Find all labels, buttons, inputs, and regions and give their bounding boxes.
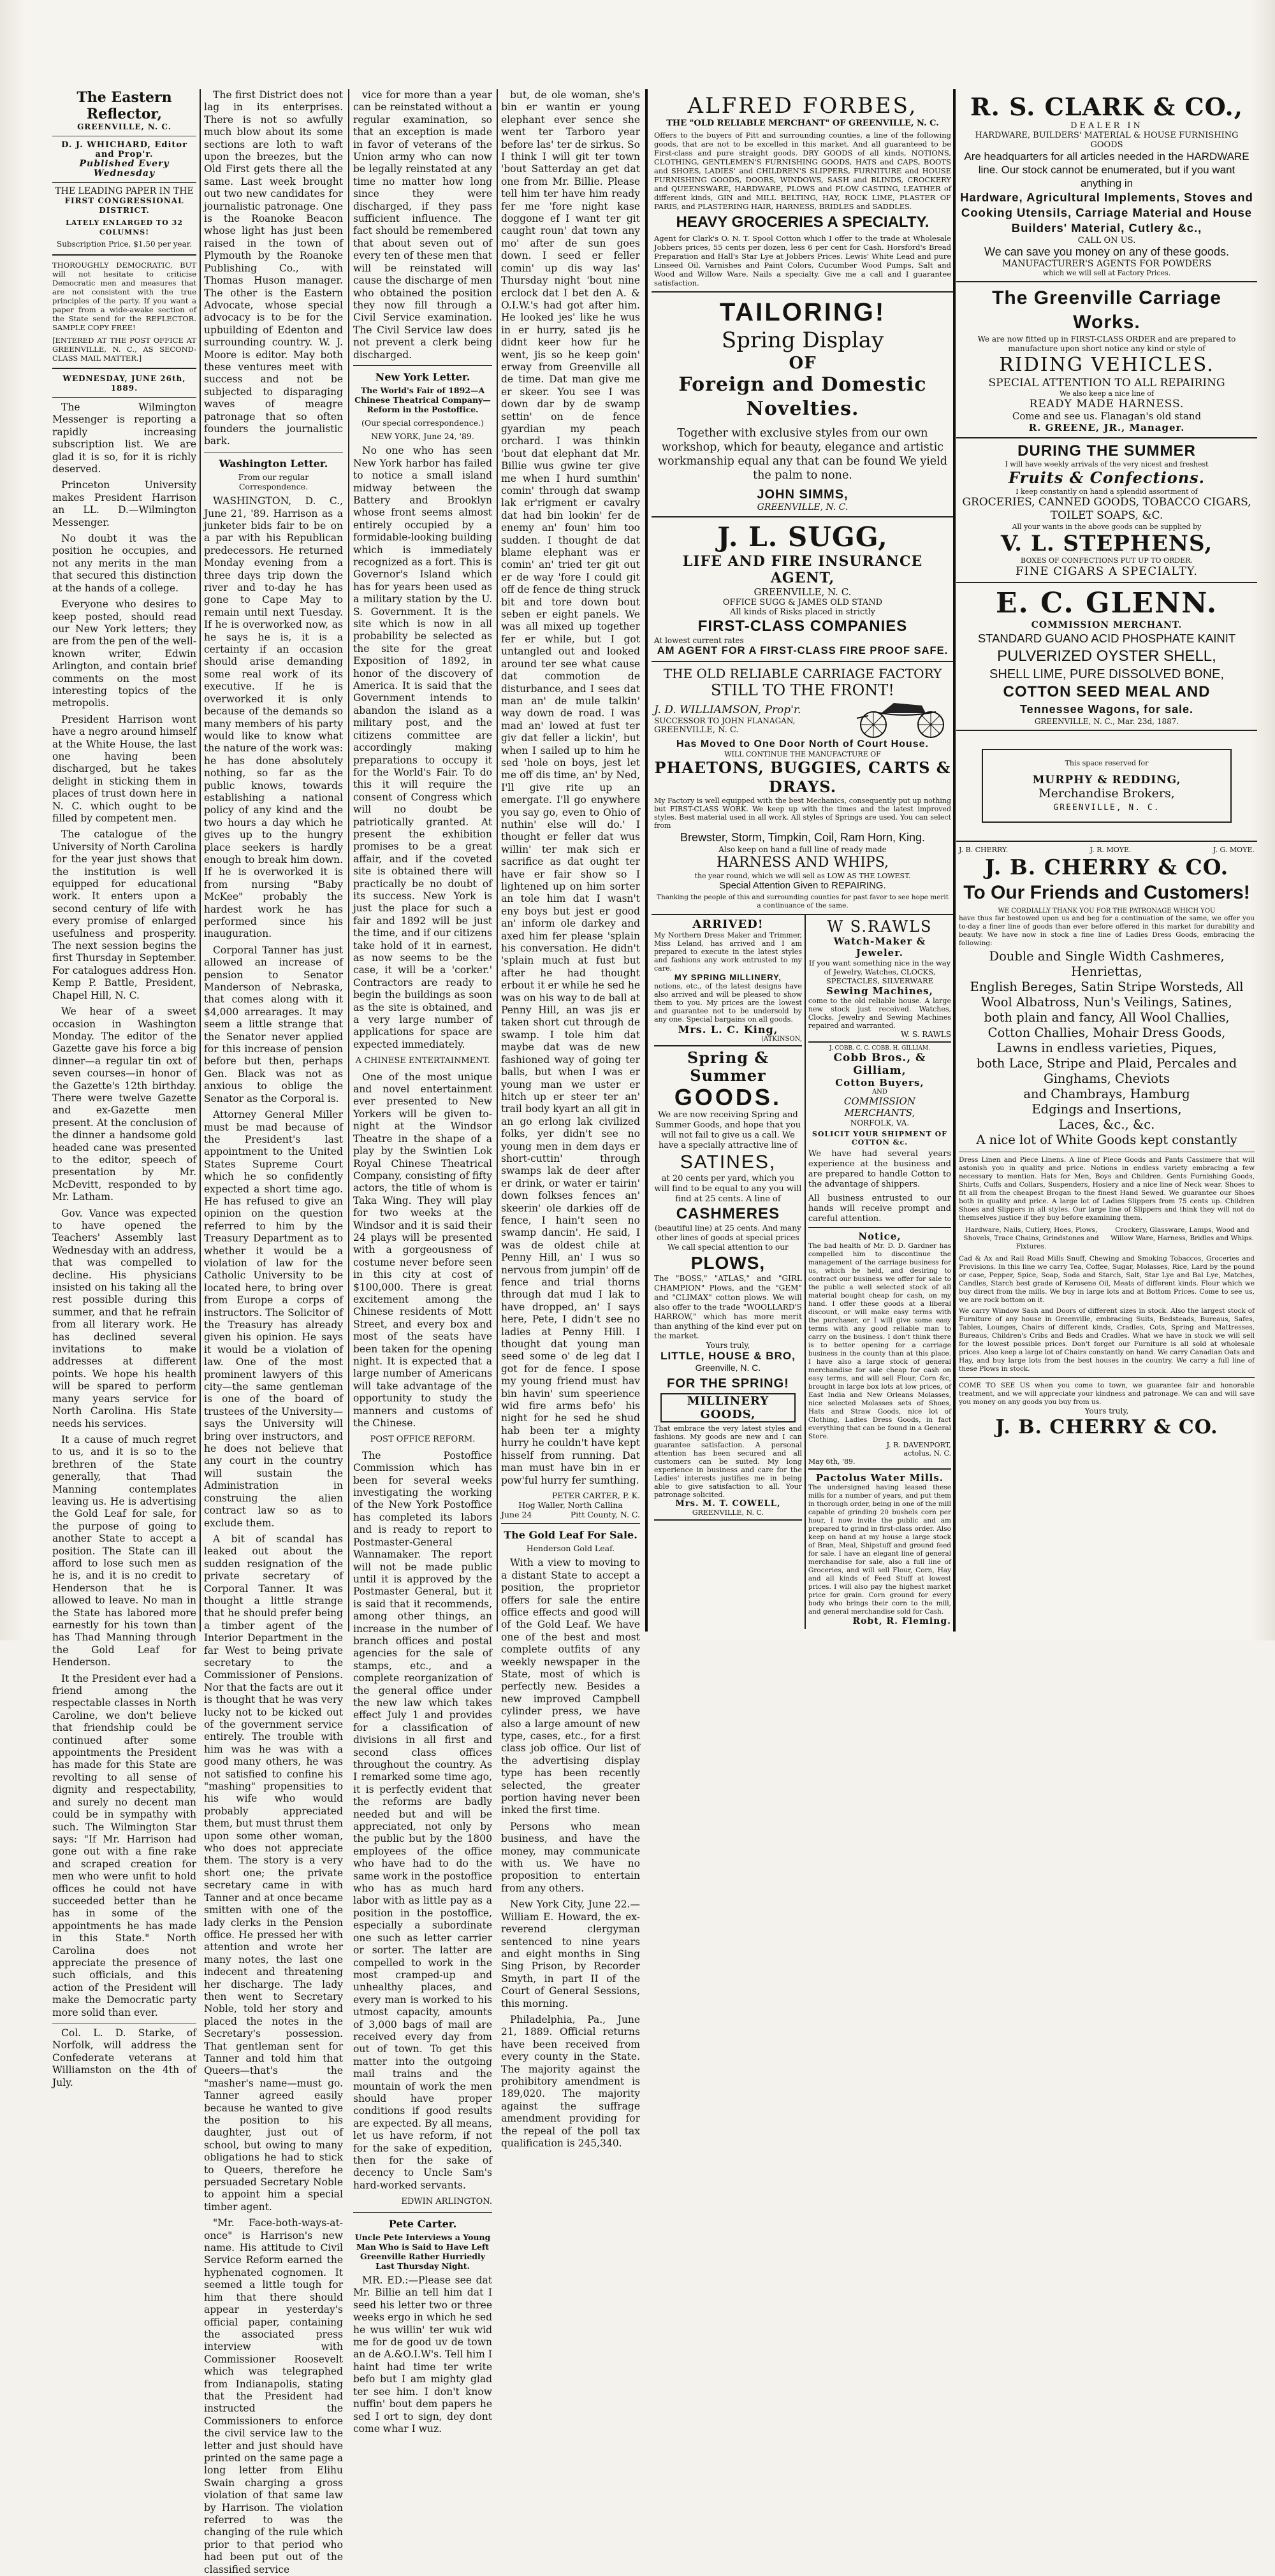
- pete-carter-sub: Uncle Pete Interviews a Young Man Who is Said to Have Left Greenville Rather Hurriedly Last Thursday Night.: [354, 2232, 491, 2271]
- ad-body: The "BOSS," "ATLAS," and "GIRL CHAMPION" Plows, and the "GEM" and "CLIMAX" cotton plows. We will also offer to the trade "WOOLLARD'S HARROW," which has more merit than anything of the kind ever put on the market.: [654, 1274, 802, 1340]
- ad-body: have thus far bestowed upon us and beg for a continuation of the same, we offer you to-day a finer line of goods than ever before offered in this market for durability and beauty. We have now in stock a fine line of Ladies Dress Goods, embracing the following:: [959, 915, 1255, 947]
- ad-lower-right: [806, 915, 954, 1629]
- column-rule: [348, 89, 349, 1632]
- ad-heavy-groceries: HEAVY GROCERIES A SPECIALTY.: [676, 213, 929, 231]
- ad-goods-line: Edgings and Insertions,: [1031, 1102, 1182, 1117]
- ad-place: GREENVILLE, N. C.: [757, 502, 849, 512]
- ad-cheap: the year round, which we will sell as LOW AS THE LOWEST.: [694, 872, 911, 880]
- new-york-letter-heading: New York Letter.: [375, 370, 470, 383]
- ad-body: If you want something nice in the way of Jewelry, Watches, CLOCKS, SPECTACLES, SILVERWARE: [808, 959, 951, 985]
- column-2: [204, 89, 343, 2575]
- ad-thanks: WE CORDIALLY THANK YOU FOR THE PATRONAGE WHICH YOU: [998, 908, 1216, 915]
- ad-body: That embrace the very latest styles and fashions. My goods are new and I can guarantee satisfaction. A personal attention has been secured and all customers can be suited. My long experience in business and care for the Ladies' interests justifies me in being able to give satisfaction to all. Your patronage solicited.: [654, 1424, 802, 1499]
- ad-goods-line: Cotton Challies, Mohair Dress Goods,: [987, 1025, 1226, 1040]
- ad-fruits: Fruits & Confections.: [1008, 468, 1206, 487]
- ad-partners: [959, 846, 1255, 854]
- ad-special: SPECIAL ATTENTION TO ALL REPAIRING: [988, 377, 1225, 389]
- article-signature: EDWIN ARLINGTON.: [401, 2197, 492, 2207]
- ad-column-5: [652, 89, 954, 1632]
- ad-wants: All your wants in the above goods can be supplied by: [1012, 523, 1202, 531]
- article-paragraph: but, de ole woman, she's bin er wantin er young elephant ever sence she went ter Tarboro year before las' ter de sirkus. So I think I will git ter town 'bout Satterday an get dat one from Mr. Billie. Please tell him ter have him ready fer me 'fore night kase doggone ef I want ter git caught roun' dat town any mo' after de sun goes down. I seed er feller comin' up dis way las' Thursday night 'bout nine erclock dat I bet den A. & O.I.W.'s had got after him. He looked jes' like he wus in er hurry, sated jis he didnt keer how fur he went, jis so he keep goin' erway from Greenville all de time. Dat man give me er skeer. You see I was down dar by de swamp settin' on de fence gyardian my peach orchard. I was thinkin 'bout dat elephant dat Mr. Billie wus gwine ter give me when I hurd sumthin' comin' through dat swamp lak er'rigment er cavalry dat had bin lookin' fer de enemy an' foun' him too sudden. I thought de dat blame elephant was er comin' an' tried ter git out er de way 'fore I could git off de fence de thing struck bit and tore down bout seben er eight panels. We was all mixed up together fer er while, but I got untangled out and looked around ter see what cause dat commotion de disturbance, and I sees dat man an' de mule talkin' way down de road. I was mad an' lowed at fust ter giv dat feller a lickin', but when I sailed up to him he sed 'hole on boys, jest let me off dis time, an' by Ned, I'll give rite up an emergate. I'll go enywhere you say go, even to Ohio of nuthin' else will do.' I thought er feller dat wus willin' ter mak sich er sacrifice as dat ought ter have er fair show so I lightened up on him sorter an tole him dat I wasn't eny boys but jest er good an' inform ole darkey and axed him fer please 'splain his conversation. He didn't 'splain much at fust but after he had thought erbout it er while he sed he was on his way to de ball at Penny Hill, an was jis er taken short cut through de swamp. I tole him dat maybe dat was de new fashioned way of going ter balls, but when I was er young man we uster er hitch up er steer ter an' trail body kyart an all git in an go erlong lak civilized folks, yer didn't see no young men in dem days er short-cuttin' through swamps lak de deer after er drink, or water er tairin' down folkses fences an' skeerin' ole darkies off de fence, I hain't seen no swamp dancin'. He said, I was de oldest chile at Penny Hill, an' I wus so nervous from jumpin' off de fence and trial thorns through dat mud I lak to have dropped, an' I says here, Pete, I didn't see no ladies at Penny Hill. I thought dat young man seed some o' de leg dat I got for de fence. I spose my young friend must hav bin havin' sum speerience wid fire arms befo' his night for he sed he shud hab been ter a mighty hurry he couldn't have kept hisself from running. Dat man must have bin in er pow'ful hurry fer sumthing.: [501, 89, 640, 1486]
- ad-hardware-1: Hardware, Nails, Cutlery, Hoes, Plows, Shovels, Trace Chains, Grindstones and Fixtures.: [963, 1226, 1099, 1250]
- masthead-published: Published Every Wednesday: [79, 159, 170, 178]
- ad-display-of: OF: [789, 354, 817, 373]
- ad-goods-line: A nice lot of White Goods kept constantly: [976, 1132, 1237, 1147]
- column-3: [353, 89, 492, 2435]
- editorial-paragraph: The Wilmington Messenger is reporting a rapidly increasing subscription list. We are glad it is so, for it is richly deserved.: [52, 402, 196, 475]
- ad-carriage-works: [956, 282, 1257, 438]
- ad-cowell-place: GREENVILLE, N. C.: [692, 1509, 764, 1517]
- masthead-tagline-1: THE LEADING PAPER IN THE: [55, 186, 194, 196]
- ad-title: TAILORING!: [719, 298, 886, 326]
- ad-place: Greenville, N. C.: [695, 1363, 761, 1373]
- editorial-paragraph: President Harrison wont have a negro around himself at the White House, the last one having been discharged, but he takes delight in sticking them in places of trust down here in N. C. which ought to be filled by competent men.: [52, 713, 196, 824]
- column-1: [52, 89, 196, 2088]
- editorial-paragraph: The first District does not lag in its enterprises. There is not so awfully much blow about its some sections are loth to waft upon the breezes, but the Old First gets there all the same. Last week brought out two new candidates for journalistic patronage. One is the Roanoke Beacon whose light has just been raised in the town of Plymouth by the Roanoke Publishing Co., with Thomas Huson manager. The other is the Eastern Advocate, whose special advocacy is to be for the upbuilding of Edenton and surrounding country. W. J. Moore is editor. May both these ventures meet with success and not be subjected to disparaging waves of meagre patronage that so often founders the journalistic bark.: [204, 89, 343, 447]
- ad-summer: DURING THE SUMMER: [1017, 442, 1196, 459]
- masthead-policy: THOROUGHLY DEMOCRATIC, BUT will not hesitate to criticise Democratic men and measures that are not consistent with the true principles of the party. If you want a paper from a wide-awake section of the State send for the REFLECTOR. SAMPLE COPY FREE!: [52, 261, 196, 332]
- ad-sign: J. R. DAVENPORT,: [886, 1441, 951, 1449]
- ad-manager: R. GREENE, JR., Manager.: [1028, 422, 1185, 433]
- ad-title: J. L. SUGG,: [717, 521, 888, 553]
- ad-goods-line: Wool Albatross, Nun's Veilings, Satines,: [981, 995, 1232, 1009]
- ad-and: AND: [871, 1089, 887, 1096]
- ad-proprietor: J. D. WILLIAMSON, Prop'r.: [654, 703, 801, 716]
- new-york-letter-dateline: NEW YORK, June 24, '89.: [371, 431, 474, 442]
- ad-goods-line: Laces, &c., &c.: [1058, 1117, 1155, 1132]
- ad-title: E. C. GLENN.: [995, 587, 1218, 619]
- ad-hardware-2: Crockery, Glassware, Lamps, Wood and Willow Ware, Harness, Bridles and Whips.: [1111, 1226, 1254, 1242]
- ad-keep: We also keep a nice line of: [1059, 389, 1155, 398]
- ad-partner: J. B. CHERRY.: [959, 846, 1009, 854]
- ad-name: Cobb Bros., & Gilliam,: [833, 1052, 926, 1077]
- ad-sign: W. S. RAWLS: [900, 1030, 951, 1039]
- carriage-icon: [856, 699, 951, 739]
- ad-springs: Brewster, Storm, Timpkin, Coil, Ram Horn, King.: [680, 831, 926, 844]
- masthead-tagline-2: FIRST CONGRESSIONAL DISTRICT.: [64, 196, 184, 215]
- ad-atkinson: (ATKINSON,: [761, 1036, 802, 1043]
- washington-letter-sub: From our regular Correspondence.: [238, 472, 309, 492]
- ad-continue: WILL CONTINUE THE MANUFACTURE OF: [724, 750, 881, 758]
- ad-display: Foreign and Domestic Novelties.: [678, 373, 927, 420]
- editorial-paragraph: The catalogue of the University of North Carolina for the year just shows that the institution is well equipped for educational work. It enters upon a second century of life with every promise of enlarged usefulness and prosperity. The next session begins the first Thursday in September. For catalogues address Hon. Kemp P. Battle, President, Chapel Hill, N. C.: [52, 829, 196, 1001]
- signature-title: Hog Waller, North Callina: [518, 1500, 623, 1510]
- ad-dealer: DEALER IN: [1070, 121, 1143, 131]
- ad-sign: Robt, R. Fleming.: [852, 1616, 951, 1626]
- article-paragraph: "Mr. Face-both-ways-at-once" is Harrison's new name. His attitude to Civil Service Reform earned the hyphenated cognomen. It seemed a little tough for him that there should appear in yesterday's official paper, containing the associated press interview with Commissioner Roosevelt which was telegraphed from Indianapolis, stating that the President had instructed the Commissioners to enforce the civil service law to the letter and just should have printed on the same page a long letter from Elihu Swain charging a gross violation of that same law by Harrison. The violation referred to was the changing of the rule which prior to that period who had been put out of the classified service: [204, 2217, 343, 2575]
- ad-heading: Pactolus Water Mills.: [815, 1472, 944, 1484]
- signature-county: Pitt County, N. C.: [570, 1509, 640, 1519]
- editorial-paragraph: We hear of a sweet occasion in Washington Monday. The editor of the Gazette gave his force a big dinner—a regular tin oxt of seven courses—in honor of the Gazette's 12th birthday. There were twelve Gazette and ex-Gazette men present. At the conclusion of the dinner a handsome gold headed cane was presented to the editor, speech of presentation by Mr. McDevitt, responded to by Mr. Latham.: [52, 1006, 196, 1203]
- ad-commission: COMMISSION MERCHANTS,: [843, 1096, 915, 1118]
- ad-title: J. B. CHERRY & CO.: [984, 855, 1229, 879]
- ad-subtitle: COMMISSION MERCHANT.: [1031, 620, 1183, 630]
- ad-body: notions, etc., of the latest designs have also arrived and will be pleased to show them to you. My prices are the lowest and guarantee not to be undersold by any one. Special bargains on all goods.: [654, 982, 802, 1024]
- masthead-title: The Eastern Reflector,: [76, 89, 172, 122]
- ad-column-6: [956, 89, 1257, 1632]
- ad-lines: HARDWARE, BUILDERS' MATERIAL & HOUSE FURNISHING GOODS: [975, 131, 1239, 150]
- ad-carriage-header: [654, 699, 951, 739]
- ad-king-millinery: [654, 915, 802, 1046]
- ad-fireproof: AM AGENT FOR A FIRST-CLASS FIRE PROOF SAFE.: [657, 645, 949, 656]
- column-rule: [645, 89, 648, 1632]
- new-york-letter-sub: The World's Fair of 1892—A Chinese Theatrical Company—Reform in the Postoffice.: [354, 386, 491, 415]
- ad-title: ALFRED FORBES,: [687, 93, 918, 119]
- ad-body: Offers to the buyers of Pitt and surrounding counties, a line of the following goods, that are not to be excelled in this market. And all guaranteed to be First-class and pure straight goods. DRY GOODS of all kinds, NOTIONS, CLOTHING, GENTLEMEN'S FURNISHING GOODS, HATS and CAPS, BOOTS and SHOES, LADIES' and CHILDREN'S SLIPPERS, FURNITURE and HOUSE FURNISHING GOODS, DOORS, WINDOWS, SASH and BLINDS, CROCKERY and QUEENSWARE, HARDWARE, PLOWS and PLOW CASTING, LEATHER of different kinds, GIN and MILL BELTING, HAY, ROCK LIME, PLASTER OF PARIS, and PLASTERING HAIR, HARNESS, BRIDLES and SADDLES.: [654, 131, 951, 211]
- ad-products: PHAETONS, BUGGIES, CARTS & DRAYS.: [654, 758, 951, 796]
- ad-place: GREENVILLE, N. C.: [1053, 803, 1160, 813]
- ad-cobb-gilliam: [808, 1043, 951, 1228]
- ad-cigars: FINE CIGARS A SPECIALTY.: [1015, 565, 1198, 578]
- ad-factory: which we will sell at Factory Prices.: [1042, 269, 1171, 277]
- ad-arrived: ARRIVED!: [692, 918, 764, 931]
- pete-carter-signature: [501, 1491, 640, 1519]
- article-paragraph: WASHINGTON, D. C., June 21, '89. Harrison as a junketer bids fair to be on a par with his Republican predecessors. He returned Monday evening from a three days trip down the river and to-day he has gone to Cape May to remain until next Tuesday. If he is overworked now, as he says he is, it is a certainty if an occasion should arise demanding some real work of its executive. If he is overworked it is only because of the demands so many members of his party would like to know what the nature of the work was: he has done absolutely nothing, so far as the public knows, towards establishing a national policy of any kind and the two hours a day which he gives up to the hungry place seekers is hardly enough to break him down. If he is overworked it is from nursing "Baby McKee" probably the hardest work he has performed since his inauguration.: [204, 495, 343, 940]
- masthead-entered: [ENTERED AT THE POST OFFICE AT GREENVILLE, N. C., AS SECOND-CLASS MAIL MATTER.]: [52, 336, 196, 363]
- ad-reserved: This space reserved for: [1065, 759, 1149, 767]
- ad-name: V. L. STEPHENS,: [1000, 531, 1213, 556]
- ad-sign: J. B. CHERRY & CO.: [995, 1416, 1218, 1438]
- ad-sewing: Sewing Machines,: [826, 985, 933, 997]
- ad-subtitle: Watch-Maker & Jeweler.: [833, 936, 926, 959]
- ad-display: GOODS.: [674, 1084, 782, 1110]
- article-paragraph: Corporal Tanner has just allowed an increase of pension to Senator Manderson of Nebraska, that comes along with it $4,000 arrearages. It may seem a little strange that the Senator never applied for this increase of pension before but then, perhaps Gen. Black was not as anxious to oblige the Senator as the Corporal is.: [204, 944, 343, 1104]
- ad-body: come to the old reliable house. A large new stock just received. Watches, Clocks, Jewelry and Sewing Machines repaired and warranted.: [808, 997, 951, 1030]
- column-rule: [200, 89, 201, 1632]
- ad-office: OFFICE SUGG & JAMES OLD STAND: [722, 598, 883, 607]
- ad-first-class: FIRST-CLASS COMPANIES: [697, 618, 908, 635]
- ad-carriage-factory: [652, 662, 954, 915]
- ad-line: SHELL LIME, PURE DISSOLVED BONE,: [989, 667, 1224, 681]
- ad-name: JOHN SIMMS,: [757, 488, 849, 502]
- ad-body: We are now receiving Spring and Summer Goods, and hope that you will not fail to give us a call. We have a specially attractive line of: [655, 1110, 801, 1150]
- editorial-paragraph: It a cause of much regret to us, and it is so to the brethren of the State generally, that Thad Manning contemplates leaving us. He is advertising the Gold Leaf for sale, for the purpose of going to another State to accept a position. The State can ill afford to lose such men as he is, and it is no credit to Henderson that he is allowed to leave. No man in the State has labored more earnestly for his town than has Thad Manning through the Gold Leaf for Henderson.: [52, 1433, 196, 1668]
- ad-solicit: SOLICIT YOUR SHIPMENT OF COTTON &c.: [812, 1130, 947, 1147]
- ad-tagline: THE "OLD RELIABLE MERCHANT" OF GREENVILLE, N. C.: [666, 119, 939, 128]
- ad-bold: Hardware, Agricultural Implements, Stoves and Cooking Utensils, Carriage Material and House Builders' Material, Cutlery &c.,: [960, 191, 1253, 235]
- ad-name: MURPHY & REDDING,: [1032, 774, 1181, 786]
- ad-line: STANDARD GUANO ACID PHOSPHATE KAINIT: [977, 632, 1236, 645]
- gold-leaf-heading: The Gold Leaf For Sale.: [504, 1528, 638, 1541]
- ad-body: The undersigned having leased these mills for a number of years, and put them in thorough order, being in one of the mill capable of grinding 20 bushels corn per hour, I now invite the public and am prepared to grind in first-class order. Also keep on hand at my house a large stock of Bran, Meal, Shipstuff and ground feed for sale. I have an elegant line of general merchandise for sale, also a full line of Groceries, and will sell Flour, Corn, Hay and all kinds of Feed Stuff at lowest prices. I will also pay the highest market price for grain. Corn ground for every body who brings their corn to the mill, and general merchandise sold for Cash.: [808, 1484, 951, 1616]
- ad-also-keep: Also keep on hand a full line of ready made: [718, 845, 887, 854]
- ad-display: Spring Display: [721, 328, 884, 353]
- masthead-editor: D. J. WHICHARD, Editor and Prop'r.: [61, 140, 187, 159]
- ad-body: My Factory is well equipped with the best Mechanics, consequently put up nothing but FIRST-CLASS WORK. We keep up with the times and the latest improved styles. Best material used in all work. All styles of Springs are used. You can select from: [654, 797, 951, 830]
- article-subheading: A CHINESE ENTERTAINMENT.: [355, 1056, 490, 1066]
- ad-cherry: [956, 842, 1257, 1444]
- ad-alfred-forbes: [652, 89, 954, 293]
- ad-lower-split: [652, 915, 954, 1629]
- ad-body: (beautiful line) at 25 cents. And many other lines of goods at special prices: [655, 1224, 801, 1242]
- ad-place: GREENVILLE, N. C.: [754, 586, 852, 598]
- ad-cashmeres: CASHMERES: [676, 1205, 780, 1222]
- ad-line: COTTON SEED MEAL AND: [1003, 683, 1211, 700]
- ad-body: We carry Window Sash and Doors of different sizes in stock. Also the largest stock of Furniture of any house in Greenville, embracing Suits, Bedsteads, Bureaus, Safes, Tables, Lounges, Chairs of different kinds, Cradles, Cots, Spring and Mattresses, Bureaus, Children's Cribs and Beds and Cradles. What we have in stock we will sell for the lowest possible prices. Don't forget our Furniture is all sold at wholesale prices. Also keep a large lot of Chairs constantly on hand. We carry Canadian Oats and Hay, and buy large lots from the best houses in the country. We carry a full line of these Plows in stock.: [959, 1307, 1255, 1373]
- ad-body: My Northern Dress Maker and Trimmer, Miss Leland, has arrived and I am prepared to execute in the latest styles and fashions any work entrusted to my care.: [654, 931, 802, 973]
- ad-cowell: Mrs. M. T. COWELL,: [675, 1499, 781, 1509]
- ad-arrivals: I will have weekly arrivals of the very nicest and freshest: [1005, 460, 1209, 468]
- masthead-subscription: Subscription Price, $1.50 per year.: [56, 240, 193, 249]
- article-paragraph: vice for more than a year can be reinstated without a regular examination, so that an exception is made in favor of veterans of the Union army who can now be legally reinstated at any time no matter how long since they were discharged, if they pass sufficient influence. The fact should be remembered that about seven out of every ten of these men that will be reinstated will cause the discharge of men who obtained the position they now fill through a Civil Service examination. The Civil Service law does not prevent a clerk being discharged.: [353, 89, 492, 361]
- editorial-paragraph: No doubt it was the position he occupies, and not any merits in the man that secured this distinction at the hands of a college.: [52, 533, 196, 594]
- editorial-paragraph: Princeton University makes President Harrison an LL. D.—Wilmington Messenger.: [52, 479, 196, 528]
- ad-thanks: Thanking the people of this and surrounding counties for past favor to see hope merit a continuance of the same.: [656, 894, 949, 909]
- article-subheading: POST OFFICE REFORM.: [370, 1435, 476, 1445]
- ad-body: Are headquarters for all articles needed in the HARDWARE line. Our stock cannot be enumerated, but if you want anything in: [964, 150, 1250, 189]
- editorial-paragraph: Everyone who desires to keep posted, should read our New York letters; they are from the pen of the well-known writer, Edwin Arlington, and contain brief comments on the most interesting topics of the metropolis.: [52, 598, 196, 709]
- ad-for-spring: FOR THE SPRING!: [667, 1377, 789, 1391]
- ad-goods-list: [959, 949, 1255, 1148]
- editorial-paragraph: Gov. Vance was expected to have opened the Teachers' Assembly last Wednesday with an address, that was compelled to decline. His physicians insisted on his taking all the rest possible during this summer, and that he refrain from all literary work. He has declined several invitations to make addresses at different points. We hope his health will be spared to perform many years service for North Carolina. His State needs his services.: [52, 1207, 196, 1429]
- ad-goods-line: English Bereges, Satin Stripe Worsteds, All: [970, 980, 1244, 994]
- ad-partner: J. R. MOYE.: [1089, 846, 1132, 854]
- ad-plows: PLOWS,: [690, 1253, 766, 1273]
- ad-lower-left: [652, 915, 806, 1629]
- ad-name: LITTLE, HOUSE & BRO,: [660, 1350, 796, 1362]
- ad-harness: READY MADE HARNESS.: [1029, 398, 1184, 410]
- article-paragraph: One of the most unique and novel entertainment ever presented to New Yorkers will be given to-night at the Windsor Theatre in the shape of a play by the Swintien Lok Royal Chinese Theatrical Company, consisting of fifty actors, the title of whom is Taka Wing. They will play for two weeks at the Windsor and it is said their 24 plays will be presented with a gorgeousness of costume never before seen in this city at cost of $100,000. There is great excitement among the Chinese residents of Mott Street, and every box and most of the seats have been taken for the opening night. It is expected that a large number of Americans will take advantage of the opportunity to study the manners and customs of the Chinese.: [353, 1071, 492, 1429]
- ad-title-2: STILL TO THE FRONT!: [711, 681, 894, 699]
- ad-date: GREENVILLE, N. C., Mar. 23d, 1887.: [1034, 717, 1179, 726]
- article-paragraph: A bit of scandal has leaked out about the sudden resignation of the private secretary of Corporal Tanner. It was thought a little strange that he should prefer being a timber agent of the Interior Department in the far West to being private secretary to the Commissioner of Pensions. Nor that the facts are out it is thought that he was very lucky not to be kicked out of the government service entirely. The trouble with him was he was with a good many others, he was not satisfied to confine his "mashing" propensities to his wife who would probably appreciated them, but must thrust them upon some other woman, who does not appreciate them. The story is a very short one; the private secretary came in with Tanner and at once became smitten with one of the lady clerks in the Pension office. He pressed her with attention and wrote her many notes, the last one indecent and threatening her discharge. The lady then went to Secretary Noble, told her story and placed the notes in the Secretary's possession. That gentleman sent for Tanner and told him that Queers—that's the "masher's name—must go. Tanner agreed easily because he wanted to give the position to his daughter, just out of school, but owing to many obligations he had to stick to Queers, therefore he persuaded Secretary Noble to appoint him a special timber agent.: [204, 1533, 343, 2213]
- ad-body: Agent for Clark's O. N. T. Spool Cotton which I offer to the trade at Wholesale Jobbers prices, 55 cents per dozen, less 6 per cent for Cash. Horsford's Bread Preparation and Hall's Star Lye at Jobbers Prices. Lewis' White Lead and pure Linseed Oil, Varnishes and Paint Colors, Cucumber Wood Pumps, Salt and Wood and Willow Ware. Nails a specialty. Give me a call and I guarantee satisfaction.: [654, 234, 951, 287]
- ad-hardware: [959, 1226, 1255, 1251]
- ad-yours: Yours truly,: [706, 1341, 750, 1350]
- ad-call: CALL ON US.: [1077, 236, 1136, 245]
- ad-millinery: MY SPRING MILLINERY,: [674, 973, 782, 982]
- ad-body: All business entrusted to our hands will receive prompt and careful attention.: [808, 1194, 951, 1224]
- ad-display: Spring & Summer: [687, 1048, 769, 1085]
- ad-repairing: Special Attention Given to REPAIRING.: [719, 880, 886, 891]
- ad-place: NORFOLK, VA.: [850, 1118, 910, 1127]
- ad-body: at 20 cents per yard, which you will find to be equal to any you will find at 25 cents. A line of: [654, 1174, 802, 1204]
- article-paragraph: The Postoffice Commission which has been for several weeks investigating the working of the New York Postoffice has completed its labors and is ready to report to Postmaster-General Wannamaker. The report will not be made public until it is approved by the Postmaster General, but it is said that it recommends, among other things, an increase in the number of branch offices and postal agencies for the sale of stamps, etc., and a complete reorganization of the general office under the new law which takes effect July 1 and provides for a classification of divisions in all first and second class offices throughout the country. As I remarked some time ago, it is perfectly evident that the reforms are badly needed but and will be appreciated, not only by the public but by the 1800 employees of the office who have had to do the same work in the postoffice who has as much hard labor with as little pay as a position in the postoffice, especially a subordinate one such as letter carrier or sorter. The latter are compelled to work in the most cramped-up and unhealthy places, and every man is worked to his utmost capacity, amounts of 3,000 bags of mail are received every day from out of town. To get this matter into the outgoing mail trains and the mountain of work the men should have proper conditions if good results are expected. By all means, let us have reform, if not for the sake of expedition, then for the sake of decency to Uncle Sam's hard-worked servants.: [353, 1449, 492, 2191]
- washington-letter-heading: Washington Letter.: [219, 457, 328, 470]
- ad-goods-line: Double and Single Width Cashmeres, Henriettas,: [989, 949, 1225, 979]
- article-paragraph: With a view to moving to a distant State to accept a position, the proprietor offers for sale the entire office effects and good will of the Gold Leaf. We have one of the best and most complete outfits of any weekly newspaper in the State, most of which is perfectly new. Besides a new improved Campbell cylinder press, we have also a large amount of new type, cases, etc., for a first class job office. Our list of the advertising display type has been recently selected, the greater portion having never been inked the first time.: [501, 1557, 640, 1816]
- ad-murphy-frame: [982, 749, 1232, 823]
- ad-successor: SUCCESSOR TO JOHN FLANAGAN,: [654, 716, 796, 725]
- ad-friends: To Our Friends and Customers!: [963, 882, 1250, 903]
- ad-cotton: Cotton Buyers,: [835, 1077, 924, 1089]
- ad-title: R. S. CLARK & CO.,: [970, 92, 1243, 121]
- ad-body: Together with exclusive styles from our own workshop, which for beauty, elegance and artistic workmanship equal any that can be found We yield the palm to none.: [658, 427, 947, 482]
- ad-title: THE OLD RELIABLE CARRIAGE FACTORY: [663, 666, 942, 681]
- ad-notice: [808, 1228, 951, 1470]
- ad-little-house: [654, 1046, 802, 1521]
- ad-millinery-goods: MILLINERY GOODS,: [660, 1393, 796, 1422]
- new-york-letter-corr: (Our special correspondence.): [361, 418, 484, 428]
- ad-goods-line: both Lace, Stripe and Plaid, Percales and Ginghams, Cheviots: [976, 1056, 1237, 1086]
- ad-subtitle: LIFE AND FIRE INSURANCE AGENT,: [682, 553, 923, 586]
- column-rule: [953, 89, 956, 1632]
- ad-body: We are now fitted up in FIRST-CLASS ORDER and are prepared to manufacture upon short notice any kind or style of: [977, 335, 1236, 353]
- ad-title: The Greenville Carriage Works.: [992, 287, 1221, 333]
- ad-title: W S.RAWLS: [827, 918, 933, 936]
- ad-clark: [956, 89, 1257, 282]
- ad-tailoring: [652, 293, 954, 517]
- column-4: [501, 89, 640, 2149]
- ad-boxes: BOXES OF CONFECTIONS PUT UP TO ORDER.: [1021, 556, 1193, 565]
- ad-date: May 6th, '89.: [808, 1458, 856, 1466]
- signature-date: June 24: [501, 1509, 532, 1519]
- ad-sugg-insurance: [652, 517, 954, 662]
- signature-line: [501, 1510, 640, 1519]
- ad-goods-line: both plain and fancy, All Wool Challies,: [984, 1010, 1230, 1025]
- ad-body: The bad health of Mr. D. D. Gardner has compelled him to discontinue the management of the carriage business for us, which he held, and desiring to contract our business we offer for sale to the public a well selected stock of all material bought cheap for cash, on my hand. I offer these goods at a liberal discount, or will make easy terms with the purchaser, or I will give some easy terms with any good reliable man to carry on the business. I don't think there is to better opening for a carriage business in the county than at this place. I have also a large stock of general merchandise for sale cheap for cash on easy terms, and will sell Flour, Corn &c, brought in large box lots at low prices, of East India and New Orleans Molasses, nice selected Molasses sets of Shoes, Hats and Straw Goods, nice lot of Clothing, Ladies Dress Goods, in fact everything that can be found in a General Store.: [808, 1242, 951, 1440]
- ad-place: GREENVILLE, N. C.: [654, 725, 739, 735]
- ad-body: We have had several years experience at the business and are prepared to handle Cotton to the advantage of shippers.: [808, 1149, 951, 1189]
- ad-groceries: GROCERIES, CANNED GOODS, TOBACCO CIGARS, TOILET SOAPS, &C.: [962, 496, 1251, 522]
- ad-harness: HARNESS AND WHIPS,: [716, 855, 889, 871]
- ad-line: PULVERIZED OYSTER SHELL,: [997, 648, 1216, 665]
- ad-come: Come and see us. Flanagan's old stand: [1012, 410, 1202, 422]
- signature-name: PETER CARTER, P. K.: [551, 1490, 640, 1500]
- editorial-paragraph: Col. L. D. Starke, of Norfolk, will address the Confederate veterans at Williamston on the 4th of July.: [52, 2027, 196, 2088]
- pete-carter-heading: Pete Carter.: [388, 2217, 457, 2230]
- ad-body: COME TO SEE US when you come to town, we guarantee fair and honorable treatment, and we will appreciate your kindness and patronage. We can and will save you money on any goods you buy from us.: [959, 1382, 1255, 1406]
- ad-stephens: [956, 438, 1257, 583]
- editorial-paragraph: It the President ever had a friend among the respectable classes in North Caroline, we don't believe that friendship could be continued after some appointments the President has made for this State are revolting to all sense of dignity and respectability, and surely no decent man could be in sympathy with such. The Wilmington Star says: "If Mr. Harrison had gone out with a fine rake and scraped creation for men who were unfit to hold offices he could not have succeeded better than he has in some of the appointments he has made in this State." North Carolina does not appreciate the presence of such officials, and this action of the President will make the Democratic party more solid than ever.: [52, 1672, 196, 2018]
- ad-moved: Has Moved to One Door North of Court House.: [676, 739, 929, 749]
- ad-murphy-redding: [956, 731, 1257, 842]
- article-paragraph: MR. ED.:—Please see dat Mr. Billie an tell him dat I seed his letter two or three weeks ergo in which he sed he wus willin' ter wuk wid me for de good uv de town an de A.&O.I.W's. Tell him I haint had time ter write befo but I am mighty glad ter see him. I don't know nuffin' bout dem papers he sed I ort to sign, dey dont come whar I wuz.: [353, 2275, 492, 2435]
- gold-leaf-sub: Henderson Gold Leaf.: [526, 1544, 615, 1554]
- ad-rawls: [808, 915, 951, 1043]
- article-paragraph: Philadelphia, Pa., June 21, 1889. Official returns have been received from every county in the State. The majority against the prohibitory amendment is 189,020. The majority against the suffrage amendment providing for the repeal of the poll tax qualification is 245,340.: [501, 2013, 640, 2149]
- issue-date: WEDNESDAY, JUNE 26th, 1889.: [62, 374, 186, 393]
- ad-body: Cad & Ax and Rail Road Mills Snuff, Chewing and Smoking Tobaccos, Groceries and Provisions. In this line we carry Tea, Coffee, Sugar, Molasses, Rice, Lard by the pound or case, Pepper, Spice, Soap, Soda and Starch, Salt, Star Lye and Bal Lye, Matches, Candles, Starch best grade of Kerosene Oil, Meats of different kinds. Flour which we buy direct from the mills. We buy in large lots and at Bottom Prices. Come to see us, we are rock bottom on it.: [959, 1255, 1255, 1304]
- ad-goods-line: and Chambrays, Hamburg: [1023, 1087, 1190, 1101]
- ad-riding: RIDING VEHICLES.: [999, 354, 1214, 376]
- ad-title: Merchandise Brokers,: [1038, 786, 1175, 800]
- column-rule: [497, 89, 498, 1632]
- ad-body: We call special attention to our: [667, 1243, 789, 1252]
- ad-line: Tennessee Wagons, for sale.: [1019, 703, 1194, 716]
- ad-risks: All kinds of Risks placed in strictly: [729, 607, 876, 617]
- ad-name: Mrs. L. C. King,: [678, 1024, 778, 1036]
- ad-heading: Notice,: [858, 1231, 901, 1242]
- masthead-place: GREENVILLE, N. C.: [77, 122, 171, 131]
- ad-body: Dress Linen and Piece Linens. A line of Piece Goods and Pants Cassimere that will astonish you in quality and price. Notions in endless variety embracing a few necessary to mention. Hats for Men, Boys and Children. Gents Furnishing Goods, Shirts, Cuffs and Collars, Suspenders, Hosiery and a nice line of Neck wear. Shoes to fit all from the cheapest Brogan to the finest Hand Sewed. We guarantee our Shoes both in quality and price. A large lot of Ladies Slippers from 75 cents up. Children Shoes and Slippers in all styles. Our large line of Slippers and think they will not do themselves justice if they buy before examining them.: [959, 1156, 1255, 1222]
- ad-agents: MANUFACTURER'S AGENTS FOR POWDERS: [1002, 259, 1212, 269]
- masthead-enlarged: LATELY ENLARGED TO 32 COLUMNS!: [66, 219, 183, 236]
- ad-rates: At lowest current rates: [654, 636, 744, 645]
- ad-goods-line: Lawns in endless varieties, Piques,: [996, 1041, 1217, 1055]
- article-paragraph: No one who has seen New York harbor has failed to notice a small island midway between the Battery and Brooklyn whose front seems almost entirely occupied by a formidable-looking building which is immediately recognized as a fort. This is Governor's Island which has for years been used as a military station by the U. S. Government. It is the site which is now in all probability be selected as the site for the great Exposition of 1892, in honor of the discovery of America. It is said that the Government intends to abandon the island as a military post, and the citizens committee are accordingly making preparations to occupy it for the World's Fair. To do this it will require the consent of Congress which will no doubt be patriotically granted. At present the exhibition promises to be a great affair, and if the coveted site is obtained there will practically be no doubt of its success. New York is just the place for such a fair and 1892 will be just the time, and if our citizens take hold of it in earnest, as now seems to be the case, it will be a 'corker.' Contractors are ready to begin the buildings as soon as the site is obtained, and a very large number of applications for space are expected immediately.: [353, 445, 492, 1050]
- article-paragraph: New York City, June 22.—William E. Howard, the ex-reverend clergyman sentenced to nine years and eight months in Sing Sing Prison, by Recorder Smyth, in part II of the Court of General Sessions, this morning.: [501, 1899, 640, 2009]
- ad-glenn: [956, 583, 1257, 731]
- ad-keep: I keep constantly on hand a splendid assortment of: [1016, 488, 1198, 496]
- ad-partners: J. COBB. C. C. COBB. H. GILLIAM.: [829, 1045, 930, 1052]
- ad-satines: SATINES,: [680, 1152, 776, 1173]
- ad-save: We can save you money on any of these goods.: [984, 245, 1229, 258]
- ad-yours: Yours truly,: [1084, 1407, 1129, 1415]
- article-paragraph: Attorney General Miller must be mad because of the President's last appointment to the United States Supreme Court which he so confidently expected a short time ago. He has refused to give an opinion on the question referred to him by the Treasury Department as to whether it would be a violation of law for the Catholic University to be located here, to bring over from Europe a corps of instructors. The Solicitor of the Treasury has already given his opinion. He says it would be a violation of law. One of the most prominent lawyers of this city—the same gentleman is one of the board of trustees of the University—says the University will bring over instructors, and he does not believe that any court in the country will sustain the Administration in construing the alien contract law so as to exclude them.: [204, 1109, 343, 1529]
- ad-partner: J. G. MOYE.: [1213, 846, 1255, 854]
- ad-town: actolus, N. C.: [903, 1449, 951, 1458]
- article-paragraph: Persons who mean business, and have the money, may communicate with us. We have no proposition to entertain from any others.: [501, 1820, 640, 1894]
- ad-pactolus: [808, 1470, 951, 1629]
